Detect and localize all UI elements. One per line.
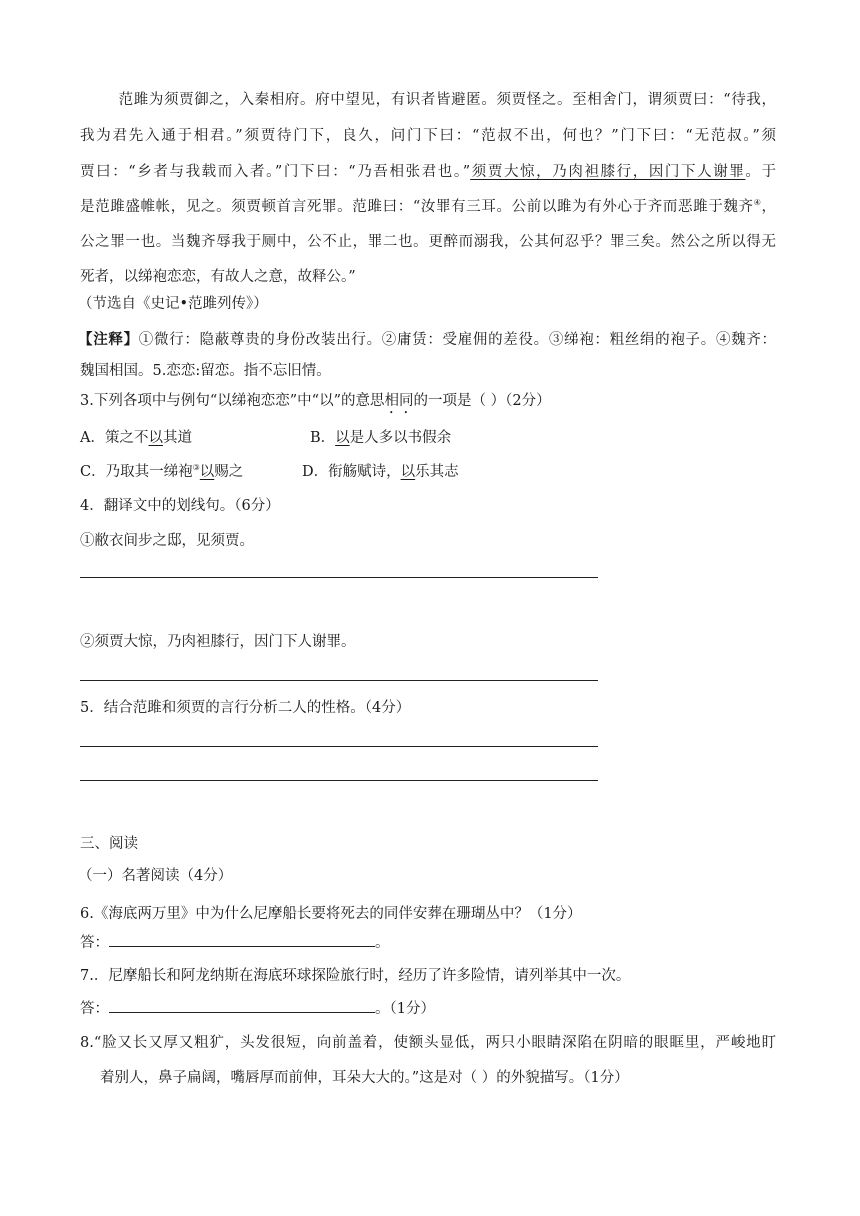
passage-line-5: 公之罪一也。当魏齐辱我于厕中，公不止，罪二也。更醉而溺我，公其何忍乎？罪三矣。然公之所以得无 xyxy=(80,234,776,250)
question-8-line-1: 8.“脸又长又厚又粗犷，头发很短，向前盖着，使额头显低，两只小眼睛深陷在阴暗的眼眶里，严峻地盯 xyxy=(80,1035,776,1051)
question-3 xyxy=(80,391,551,417)
option-d[interactable] xyxy=(302,462,459,482)
passage-text: 是范雎盛帷帐，见之。须贾顿首言死罪。范雎曰：“汝罪有三耳。公前以雎为有外心于齐而恶雎于魏齐 xyxy=(80,199,754,215)
footnote-mark: ④ xyxy=(753,198,762,208)
translate-sentence-2: ②须贾大惊，乃肉袒膝行，因门下人谢罪。 xyxy=(80,634,356,650)
answer-line[interactable] xyxy=(80,746,598,747)
option-text: 是人多以书假余 xyxy=(349,430,452,446)
underlined-word: 以 xyxy=(400,464,416,480)
question-5: 5．结合范雎和须贾的言行分析二人的性格。（4分） xyxy=(80,700,411,716)
underlined-word: 以 xyxy=(199,464,215,480)
option-text: B． xyxy=(310,430,336,446)
option-text: D．衔觞赋诗， xyxy=(302,464,401,480)
passage-text: ， xyxy=(761,199,776,215)
notes-label: 【注释】 xyxy=(78,331,139,348)
answer-line[interactable] xyxy=(80,680,598,681)
answer-6 xyxy=(80,932,390,953)
passage-text: 贾曰：“乡者与我载而入者。”门下曰：“乃吾相张君也。” xyxy=(80,164,471,180)
option-text: 乐其志 xyxy=(415,464,459,480)
option-b[interactable] xyxy=(310,428,451,448)
question-7: 7.．尼摩船长和阿龙纳斯在海底环球探险旅行时，经历了许多险情，请列举其中一次。 xyxy=(80,968,631,984)
underlined-sentence: 须贾大惊，乃肉袒膝行，因门下人谢罪 xyxy=(470,164,746,180)
underlined-word: 以 xyxy=(335,430,350,446)
underlined-word: 以 xyxy=(148,430,163,446)
option-text: 其道 xyxy=(162,430,192,446)
passage-text: 。于 xyxy=(745,164,777,180)
answer-7 xyxy=(80,998,435,1019)
notes-text: ①微行：隐蔽尊贵的身份改装出行。②庸赁：受雇佣的差役。③绨袍：粗丝绢的袍子。④魏齐： xyxy=(138,332,777,348)
passage-line-2: 我为君先入通于相君。”须贾待门下，良久，问门下曰：“范叔不出，何也？”门下曰：“无范叔。”须 xyxy=(80,128,776,144)
translate-sentence-1: ①敝衣间步之邸，见须贾。 xyxy=(80,533,254,549)
option-text: C．乃取其一绨袍 xyxy=(80,464,193,480)
notes-line-2: 魏国相国。5.恋恋:留恋。指不忘旧情。 xyxy=(80,363,331,379)
question-text: 3.下列各项中与例句“以绨袍恋恋”中“以”的意思 xyxy=(80,393,385,409)
option-c[interactable] xyxy=(80,462,243,482)
answer-blank[interactable] xyxy=(109,998,375,1013)
question-4: 4．翻译文中的划线句。（6分） xyxy=(80,498,280,514)
passage-line-4 xyxy=(80,197,776,217)
answer-blank[interactable] xyxy=(109,932,375,947)
passage-source: （节选自《史记•范雎列传》） xyxy=(78,296,268,312)
answer-line[interactable] xyxy=(80,577,598,578)
footnote-mark: ③ xyxy=(192,463,200,473)
emphasized-word: 相同 xyxy=(384,393,414,409)
question-8-line-2: 着别人，鼻子扁阔，嘴唇厚而前伸，耳朵大大的。”这是对（ ）的外貌描写。（1分） xyxy=(100,1070,629,1086)
passage-line-6: 死者，以绨袍恋恋，有故人之意，故释公。” xyxy=(80,269,356,285)
notes-line-1 xyxy=(78,330,776,350)
option-text: 赐之 xyxy=(214,464,244,480)
section-title: 三、阅读 xyxy=(80,836,138,852)
option-text: A．策之不 xyxy=(80,430,149,446)
answer-end: 。（1分） xyxy=(375,1001,435,1017)
passage-line-3 xyxy=(80,162,776,182)
passage-line-1 xyxy=(80,90,776,110)
option-a[interactable] xyxy=(80,428,192,448)
passage-text: 范雎为须贾御之，入秦相府。府中望见，有识者皆避匿。须贾怪之。至相舍门，谓须贾曰：“待我， xyxy=(118,92,776,108)
question-text: 的一项是（ ）（2分） xyxy=(413,393,551,409)
answer-label: 答： xyxy=(80,935,109,951)
answer-label: 答： xyxy=(80,1001,109,1017)
question-6: 6.《海底两万里》中为什么尼摩船长要将死去的同伴安葬在珊瑚丛中？（1分） xyxy=(80,906,582,922)
section-subtitle: （一）名著阅读（4分） xyxy=(78,868,233,884)
answer-end: 。 xyxy=(375,935,390,951)
answer-line[interactable] xyxy=(80,780,598,781)
